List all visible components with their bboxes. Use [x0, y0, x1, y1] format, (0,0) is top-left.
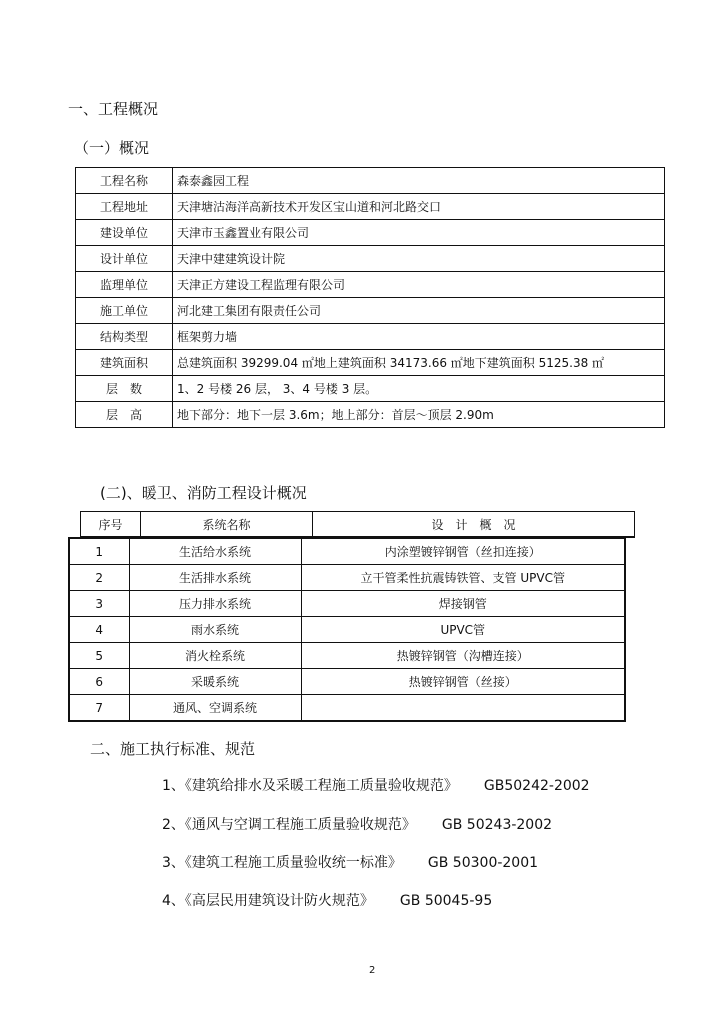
info-value: 森泰鑫园工程	[173, 168, 665, 194]
info-row	[76, 168, 665, 194]
standard-name: 3、《建筑工程施工质量验收统一标准》	[162, 855, 402, 871]
info-row	[76, 220, 665, 246]
system-name: 消火栓系统	[129, 643, 301, 669]
header-design-overview: 设 计 概 况	[313, 512, 635, 538]
standard-item	[162, 852, 538, 872]
system-name: 雨水系统	[129, 617, 301, 643]
info-row	[76, 246, 665, 272]
system-row	[69, 538, 625, 565]
info-label: 建筑面积	[76, 350, 173, 376]
standard-item	[162, 814, 552, 834]
info-row	[76, 402, 665, 428]
standard-code: GB 50300-2001	[427, 855, 539, 871]
system-name: 采暖系统	[129, 669, 301, 695]
info-value: 地下部分：地下一层 3.6m；地上部分：首层～顶层 2.90m	[173, 402, 665, 428]
info-row	[76, 376, 665, 402]
standard-name: 1、《建筑给排水及采暖工程施工质量验收规范》	[162, 778, 458, 794]
section-3-title: 二、施工执行标准、规范	[90, 740, 256, 758]
info-value: 天津市玉鑫置业有限公司	[173, 220, 665, 246]
system-seq: 4	[69, 617, 129, 643]
info-value: 天津塘沽海洋高新技术开发区宝山道和河北路交口	[173, 194, 665, 220]
standard-code: GB 50045-95	[399, 893, 493, 909]
system-row	[69, 591, 625, 617]
system-row	[69, 643, 625, 669]
info-label: 施工单位	[76, 298, 173, 324]
info-label: 结构类型	[76, 324, 173, 350]
info-value: 河北建工集团有限责任公司	[173, 298, 665, 324]
standard-name: 4、《高层民用建筑设计防火规范》	[162, 893, 374, 909]
system-seq: 6	[69, 669, 129, 695]
info-label: 工程地址	[76, 194, 173, 220]
system-desc: 立干管柔性抗震铸铁管、支管 UPVC管	[301, 565, 625, 591]
standard-code: GB50242-2002	[483, 778, 590, 794]
info-label: 层 数	[76, 376, 173, 402]
info-label: 层 高	[76, 402, 173, 428]
info-label: 建设单位	[76, 220, 173, 246]
standard-code: GB 50243-2002	[441, 817, 553, 833]
system-desc: 热镀锌钢管（沟槽连接）	[301, 643, 625, 669]
info-label: 监理单位	[76, 272, 173, 298]
info-value: 天津正方建设工程监理有限公司	[173, 272, 665, 298]
info-row	[76, 324, 665, 350]
system-row	[69, 695, 625, 722]
info-value: 天津中建建筑设计院	[173, 246, 665, 272]
info-label: 工程名称	[76, 168, 173, 194]
system-desc: UPVC管	[301, 617, 625, 643]
info-row	[76, 298, 665, 324]
system-seq: 7	[69, 695, 129, 722]
system-seq: 1	[69, 538, 129, 565]
system-seq: 5	[69, 643, 129, 669]
system-row	[69, 669, 625, 695]
subsection-overview-title: （一）概况	[74, 139, 150, 157]
standard-item	[162, 890, 492, 910]
info-value: 框架剪力墙	[173, 324, 665, 350]
info-label: 设计单位	[76, 246, 173, 272]
system-seq: 2	[69, 565, 129, 591]
system-desc: 焊接钢管	[301, 591, 625, 617]
standard-name: 2、《通风与空调工程施工质量验收规范》	[162, 817, 416, 833]
standard-item	[162, 775, 590, 795]
system-name: 通风、空调系统	[129, 695, 301, 722]
header-seq: 序号	[81, 512, 141, 538]
info-row	[76, 272, 665, 298]
system-desc: 热镀锌钢管（丝接）	[301, 669, 625, 695]
system-name: 生活给水系统	[129, 538, 301, 565]
system-desc	[301, 695, 625, 722]
info-row	[76, 194, 665, 220]
info-value: 1、2 号楼 26 层， 3、4 号楼 3 层。	[173, 376, 665, 402]
system-name: 生活排水系统	[129, 565, 301, 591]
info-row	[76, 350, 665, 376]
section-1-title: 一、工程概况	[68, 100, 159, 118]
system-seq: 3	[69, 591, 129, 617]
system-row	[69, 565, 625, 591]
system-name: 压力排水系统	[129, 591, 301, 617]
section-2-title: (二)、暖卫、消防工程设计概况	[100, 484, 307, 502]
header-system-name: 系统名称	[141, 512, 313, 538]
project-info-table	[75, 167, 665, 428]
info-value: 总建筑面积 39299.04 ㎡地上建筑面积 34173.66 ㎡地下建筑面积 5125.38 ㎡	[173, 350, 665, 376]
page-number: 2	[369, 965, 376, 976]
system-desc: 内涂塑镀锌钢管（丝扣连接）	[301, 538, 625, 565]
system-row	[69, 617, 625, 643]
system-table-header	[80, 511, 635, 538]
system-table	[68, 537, 626, 722]
